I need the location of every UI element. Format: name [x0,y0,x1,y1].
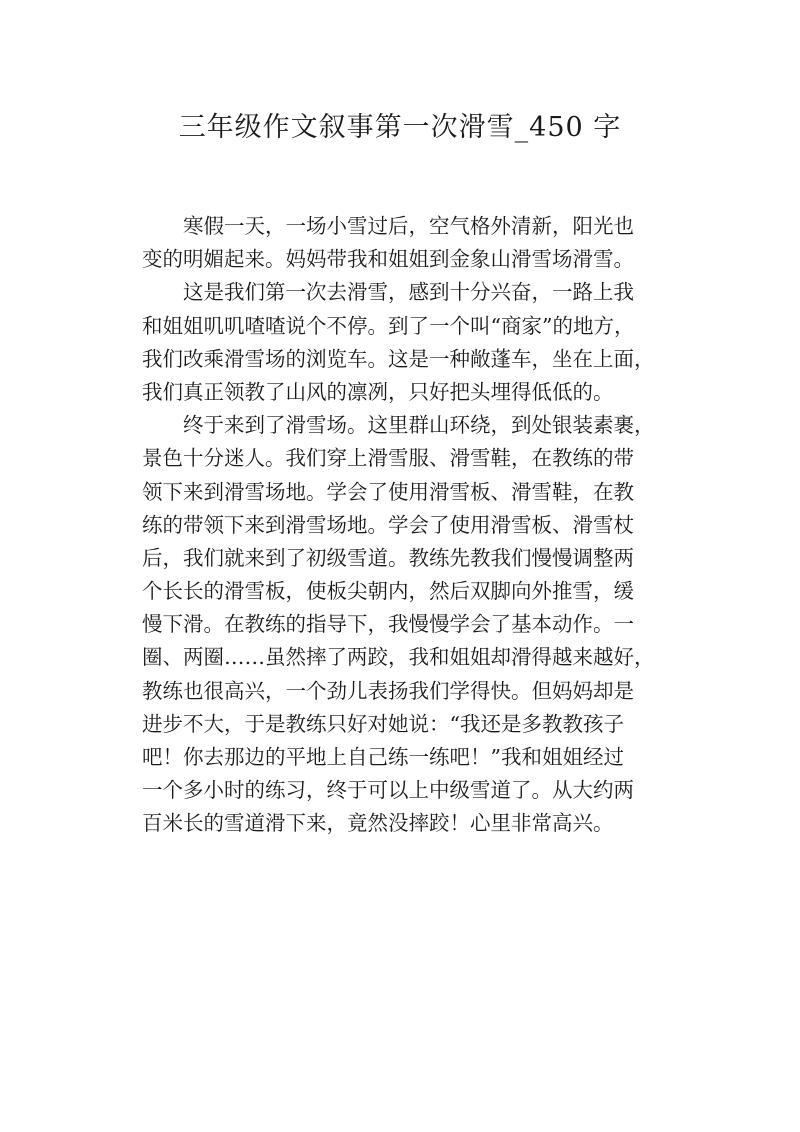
paragraph-3-line-12: 一个多小时的练习，终于可以上中级雪道了。从大约两 [142,778,634,803]
paragraph-3-line-8: 圈、两圈……虽然摔了两跤，我和姐姐却滑得越来越好， [142,645,655,670]
paragraph-2-line-2: 和姐姐叽叽喳喳说个不停。到了一个叫“商家”的地方， [142,313,635,338]
paragraph-3-line-11: 吧！你去那边的平地上自己练一练吧！”我和姐姐经过 [142,745,624,769]
paragraph-3-line-9: 教练也很高兴，一个劲儿表扬我们学得快。但妈妈却是 [142,678,634,703]
paragraph-2-line-4: 我们真正领教了山风的凛冽，只好把头埋得低低的。 [142,379,614,404]
paragraph-3-line-6: 个长长的滑雪板，使板尖朝内，然后双脚向外推雪，缓 [142,579,634,604]
paragraph-3-line-10: 进步不大，于是教练只好对她说：“我还是多教教孩子 [142,711,624,736]
paragraph-3-line-13: 百米长的雪道滑下来，竟然没摔跤！心里非常高兴。 [142,811,614,836]
paragraph-1-line-2: 变的明媚起来。妈妈带我和姐姐到金象山滑雪场滑雪。 [142,247,634,272]
paragraph-1-line-1: 寒假一天，一场小雪过后，空气格外清新，阳光也 [183,214,634,238]
paragraph-2-line-3: 我们改乘滑雪场的浏览车。这是一种敞蓬车，坐在上面， [142,346,655,371]
paragraph-2-line-1: 这是我们第一次去滑雪，感到十分兴奋，一路上我 [183,280,634,305]
document-body [142,210,672,841]
paragraph-3-line-3: 领下来到滑雪场地。学会了使用滑雪板、滑雪鞋，在教 [142,479,634,504]
document-title: 三年级作文叙事第一次滑雪_450 字 [178,112,622,143]
paragraph-3-line-5: 后，我们就来到了初级雪道。教练先教我们慢慢调整两 [142,545,634,570]
paragraph-3-line-1: 终于来到了滑雪场。这里群山环绕，到处银装素裹， [183,413,655,438]
paragraph-3-line-7: 慢下滑。在教练的指导下，我慢慢学会了基本动作。一 [142,612,634,637]
paragraph-3-line-4: 练的带领下来到滑雪场地。学会了使用滑雪板、滑雪杖 [142,512,634,537]
paragraph-3-line-2: 景色十分迷人。我们穿上滑雪服、滑雪鞋，在教练的带 [142,446,634,471]
